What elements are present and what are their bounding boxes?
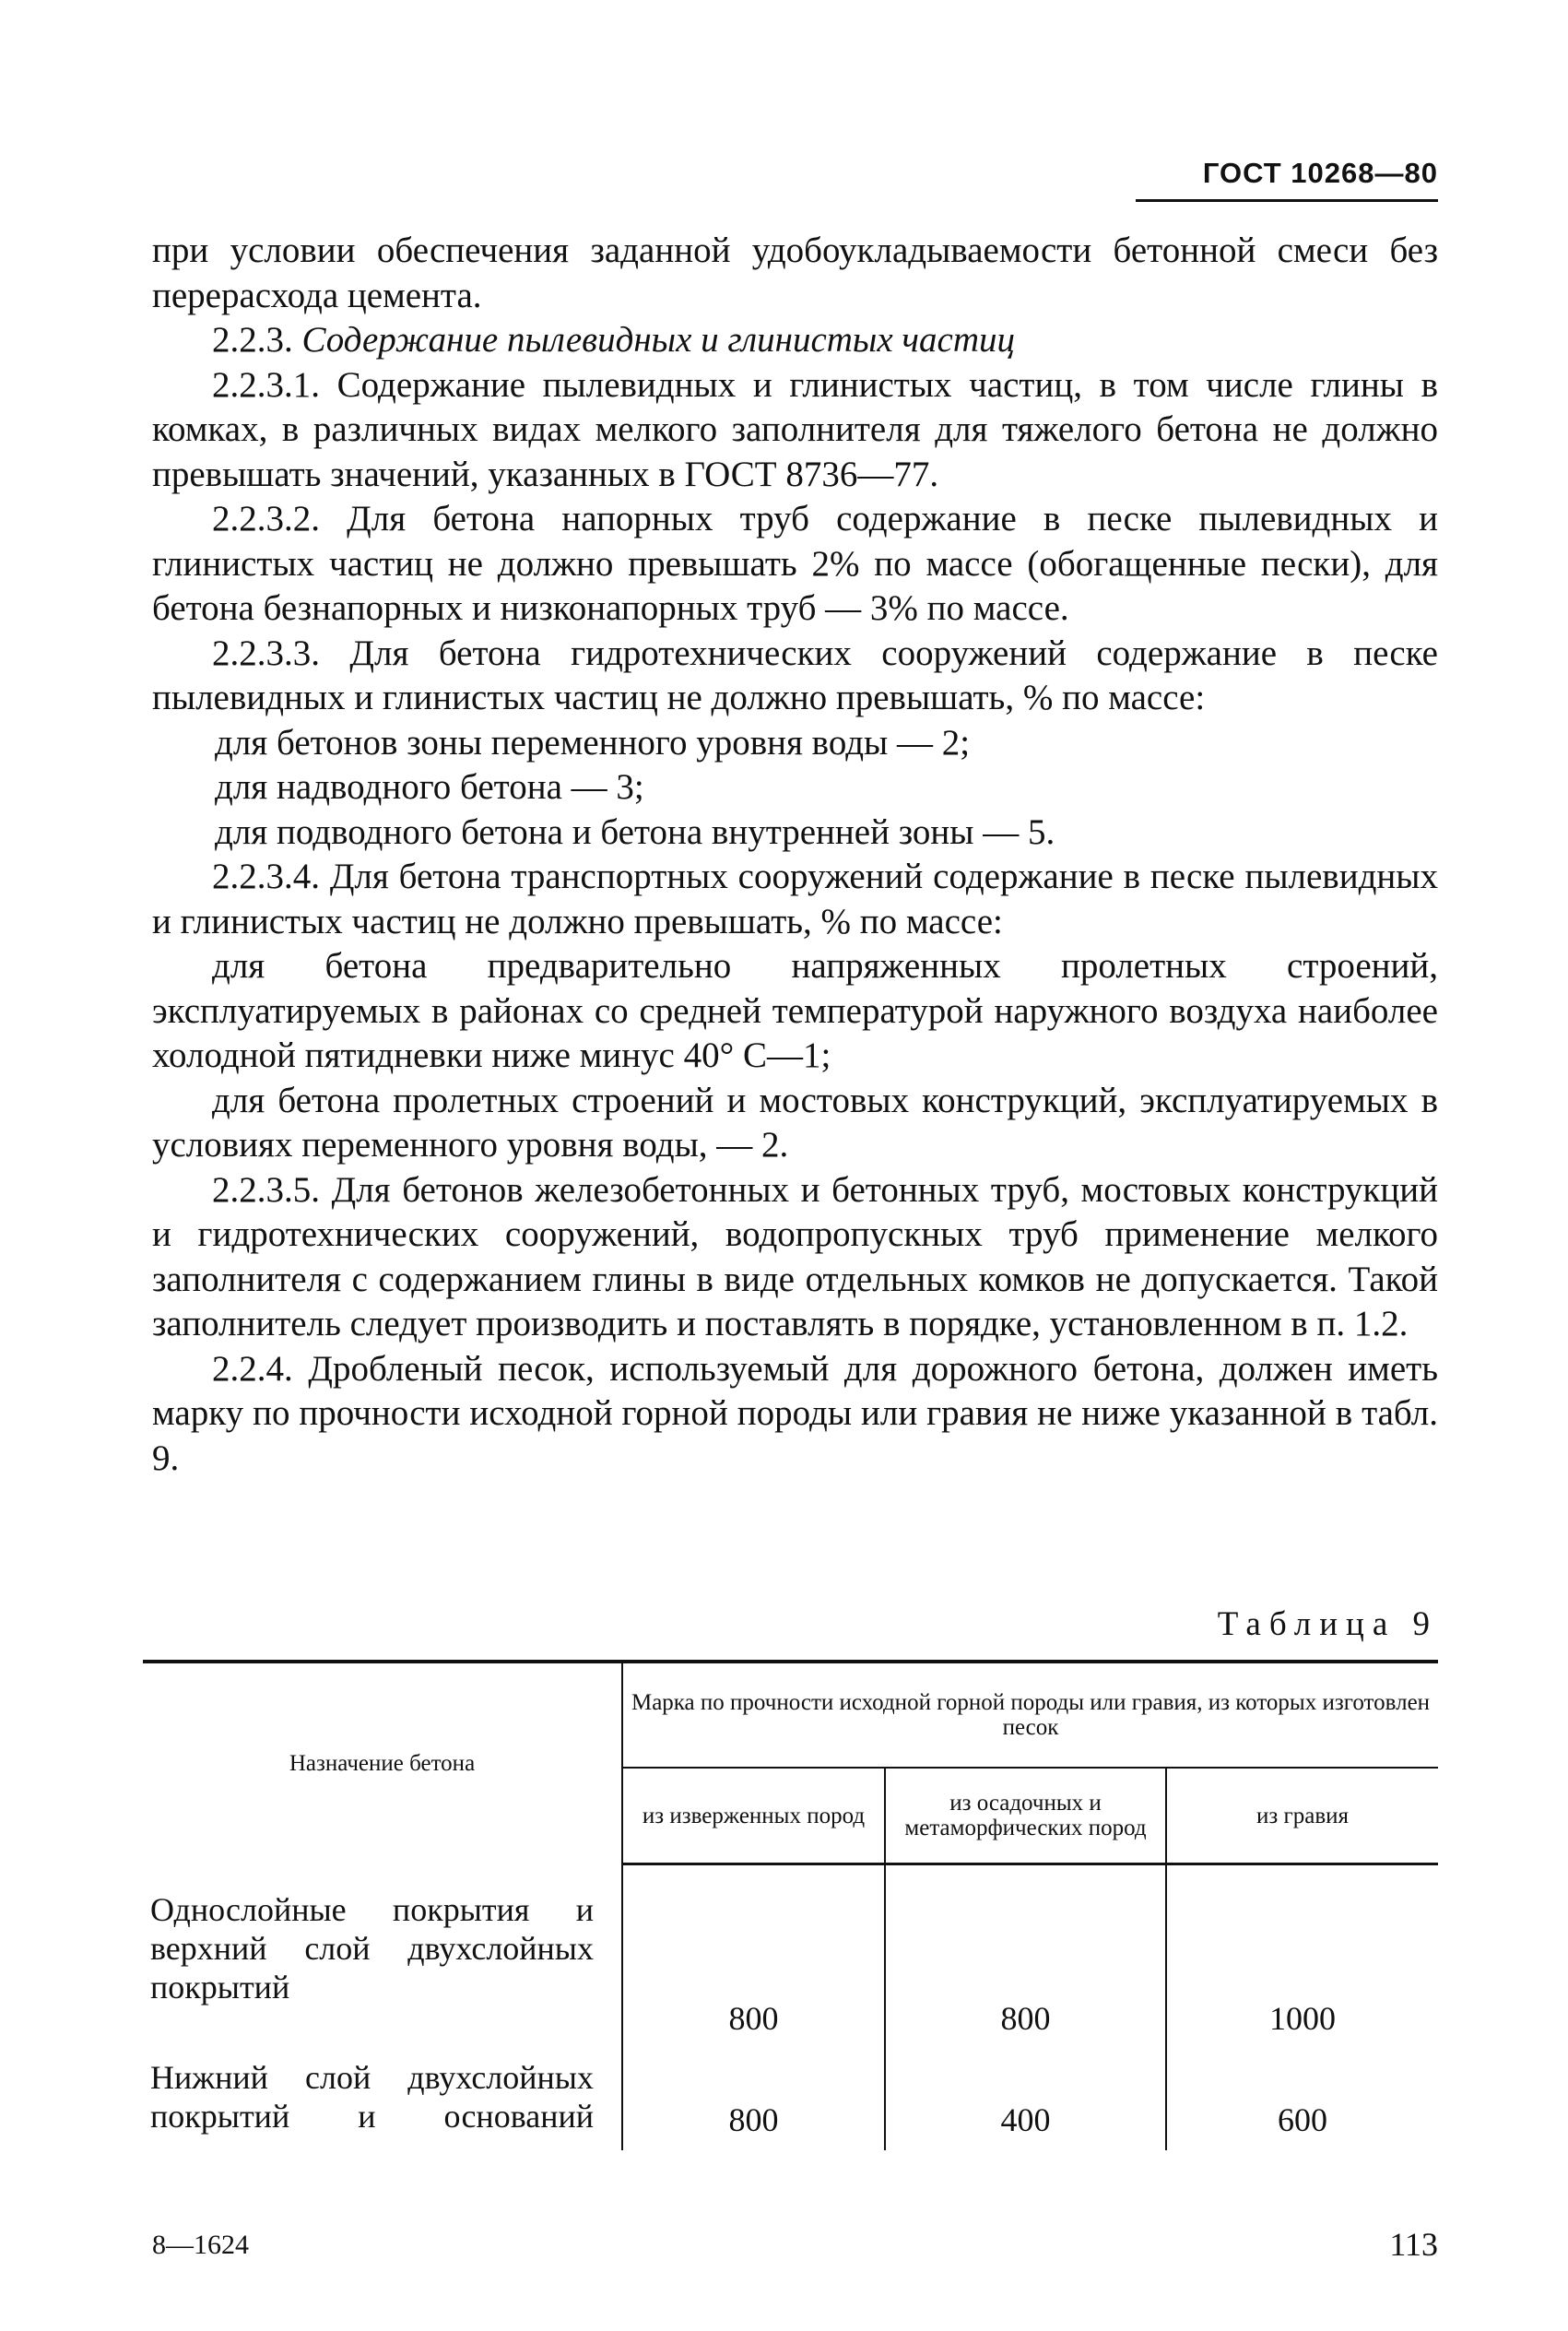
- row-purpose: Однослойные покрытия и верхний слой двухслойных покрытий: [150, 1890, 594, 2006]
- row-gravel-value: 600: [1166, 2049, 1438, 2150]
- column-header-purpose: Назначение бетона: [143, 1662, 622, 1864]
- paragraph-2-2-4: 2.2.4. Дробленый песок, используемый для дорожного бетона, должен иметь марку по прочности исходной горной породы или гравия не ниже указанной в табл. 9.: [152, 1348, 1438, 1478]
- table-row: [143, 1864, 1438, 2049]
- paragraph-2-2-3-4: 2.2.3.4. Для бетона транспортных сооружений содержание в песке пылевидных и глинистых частиц не должно превышать, % по массе:: [152, 857, 1438, 941]
- paragraph-2-2-3-3: 2.2.3.3. Для бетона гидротехнических сооружений содержание в песке пылевидных и глинистых частиц не должно превышать, % по массе:: [152, 633, 1438, 717]
- header-rule: [1136, 199, 1438, 202]
- column-group-header: Марка по прочности исходной горной породы или гравия, из которых изготовлен песок: [622, 1662, 1438, 1768]
- list-item: для надводного бетона — 3;: [215, 767, 644, 807]
- row-purpose: Нижний слой двухслойных покрытий и оснований: [150, 2058, 594, 2135]
- list-item: для подводного бетона и бетона внутренней зоны — 5.: [215, 811, 1055, 852]
- table-row: [143, 2049, 1438, 2150]
- section-number: 2.2.3.: [212, 320, 293, 360]
- standard-number: ГОСТ 10268—80: [1202, 157, 1438, 189]
- section-heading-2-2-3: [152, 318, 1438, 363]
- table-caption: Таблица 9: [1217, 1605, 1438, 1643]
- page-number: 113: [1389, 2226, 1438, 2263]
- row-igneous-value: 800: [622, 2049, 885, 2150]
- paragraph-2-2-3-5: 2.2.3.5. Для бетонов железобетонных и бетонных труб, мостовых конструкций и гидротехнических сооружений, водопропускных труб применение мелкого заполнителя с содержанием глины в виде отдельных комков не допускается. Такой заполнитель следует производить и поставлять в порядке, установленном в п. 1.2.: [152, 1169, 1438, 1343]
- column-header-sedimentary: из осадочных и метаморфических пород: [885, 1768, 1166, 1864]
- row-sedimentary-value: 800: [885, 1864, 1166, 2049]
- paragraph-continuation: при условии обеспечения заданной удобоукладываемости бетонной смеси без перерасхода цемента.: [152, 231, 1438, 315]
- table-9: [143, 1660, 1438, 2213]
- printing-code: 8—1624: [152, 2230, 249, 2260]
- column-header-igneous: из изверженных пород: [622, 1768, 885, 1864]
- list-item: для бетона пролетных строений и мостовых конструкций, эксплуатируемых в условиях переменного уровня воды, — 2.: [152, 1080, 1438, 1165]
- row-sedimentary-value: 400: [885, 2049, 1166, 2150]
- list-item: для бетонов зоны переменного уровня воды — 2;: [215, 722, 971, 763]
- paragraph-2-2-3-2: 2.2.3.2. Для бетона напорных труб содержание в песке пылевидных и глинистых частиц не должно превышать 2% по массе (обогащенные пески), для бетона безнапорных и низконапорных труб — 3% по массе.: [152, 499, 1438, 628]
- body-text: [152, 229, 1438, 1481]
- paragraph-2-2-3-1: 2.2.3.1. Содержание пылевидных и глинистых частиц, в том числе глины в комках, в различных видах мелкого заполнителя для тяжелого бетона не должно превышать значений, указанных в ГОСТ 8736—77.: [152, 364, 1438, 494]
- list-item: для бетона предварительно напряженных пролетных строений, эксплуатируемых в районах со средней температурой наружного воздуха наиболее холодной пятидневки ниже минус 40° С—1;: [152, 946, 1438, 1075]
- column-header-gravel: из гравия: [1166, 1768, 1438, 1864]
- section-title: Содержание пылевидных и глинистых частиц: [301, 320, 1015, 360]
- row-gravel-value: 1000: [1166, 1864, 1438, 2049]
- row-igneous-value: 800: [622, 1864, 885, 2049]
